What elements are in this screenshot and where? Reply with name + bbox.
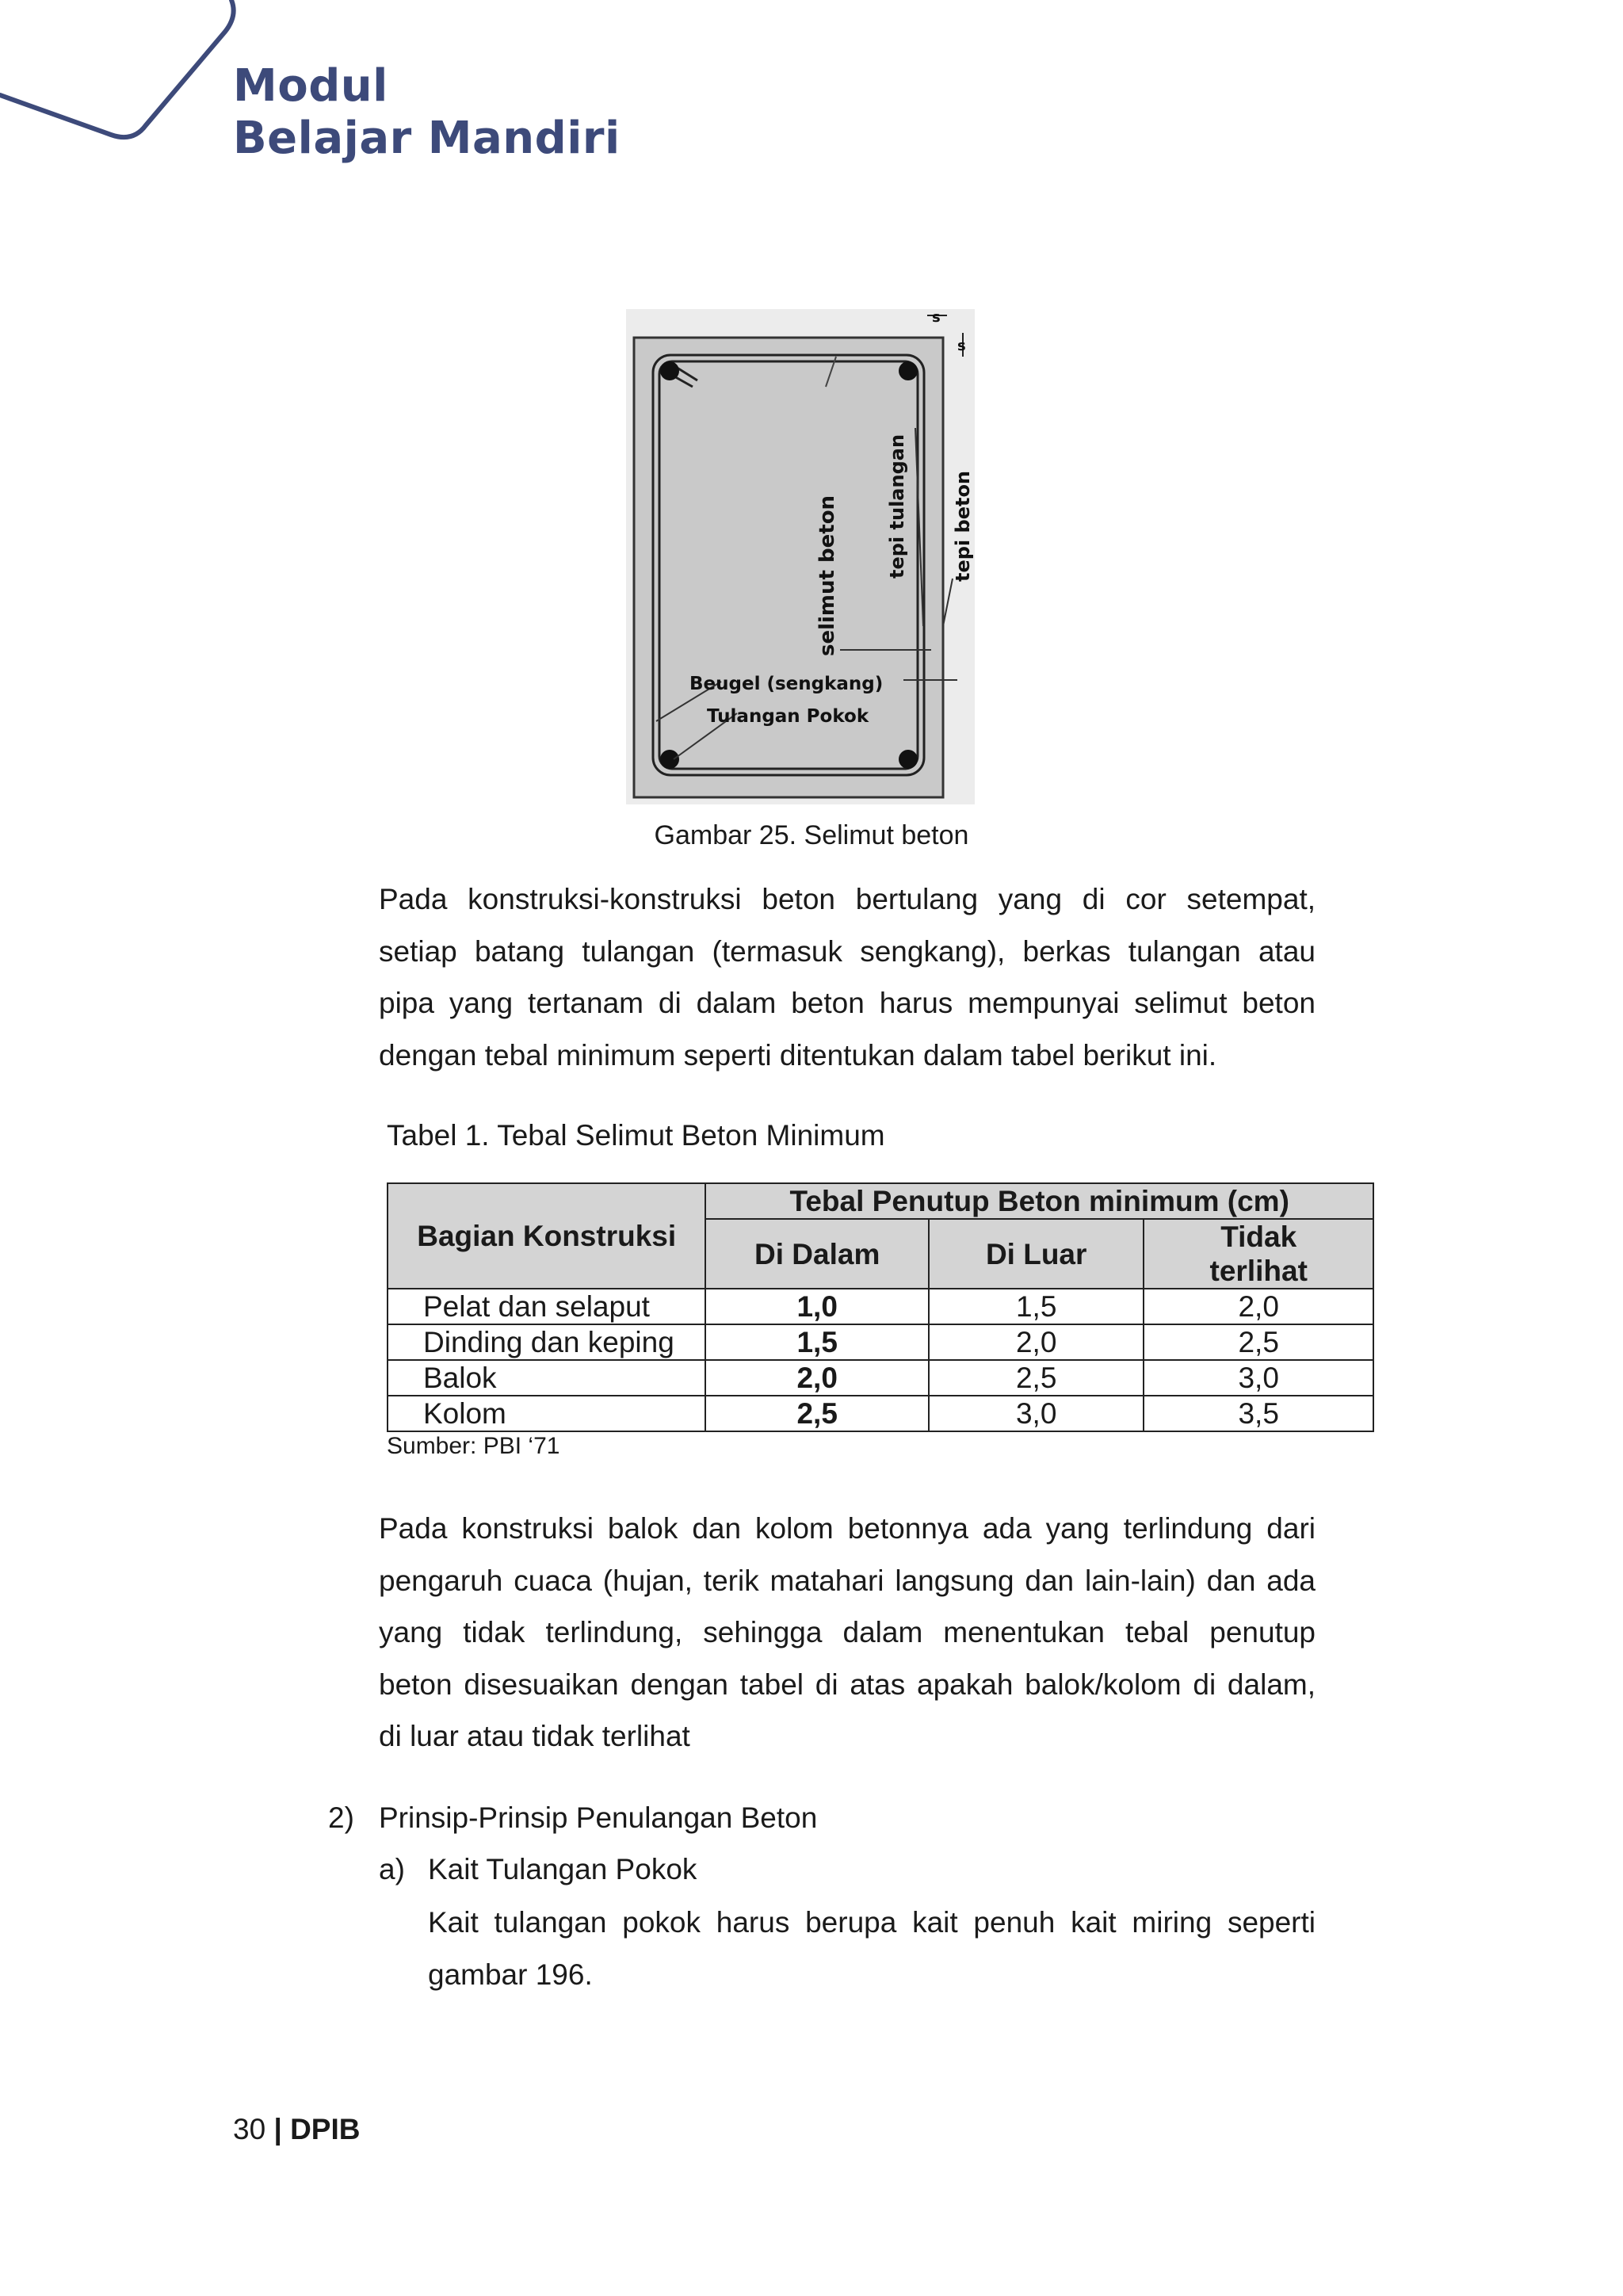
paragraph-line: beton disesuaikan dengan tabel di atas apakah balok/kolom di dalam, [379,1668,1316,1701]
paragraph-line: pengaruh cuaca (hujan, terik matahari langsung dan lain-lain) dan ada [379,1564,1316,1597]
label-tulangan-pokok: Tulangan Pokok [707,706,869,727]
header-di-luar: Di Luar [929,1219,1144,1289]
label-tepi-beton: tepi beton [952,470,974,582]
main-bar-top-right [899,361,918,380]
paragraph-line: Pada konstruksi balok dan kolom betonnya ada yang terlindung dari [379,1512,1316,1545]
footer-separator: | [273,2113,282,2145]
label-tepi-tulangan: tepi tulangan [886,434,908,579]
label-s-top: s [932,309,941,326]
header-curve-decoration [0,0,254,159]
paragraph-line: yang tidak terlindung, sehingga dalam menentukan tebal penutup [379,1616,1316,1648]
table-row: Kolom 2,5 3,0 3,5 [388,1396,1373,1431]
footer-label: DPIB [290,2113,361,2145]
section-number: 2) [328,1801,354,1834]
main-bar-top-left [660,361,679,380]
table-title: Tabel 1. Tebal Selimut Beton Minimum [387,1119,885,1152]
header-tidak-terlihat: Tidak terlihat [1144,1219,1373,1289]
paragraph-line: gambar 196. [428,1958,593,1991]
header-tebal-penutup: Tebal Penutup Beton minimum (cm) [705,1183,1373,1219]
figure-caption: Gambar 25. Selimut beton [654,820,969,850]
concrete-cover-diagram [626,309,983,808]
section-title: Prinsip-Prinsip Penulangan Beton [379,1801,818,1834]
paragraph-line: Kait tulangan pokok harus berupa kait penuh kait miring seperti [428,1906,1316,1939]
main-bar-bottom-right [899,750,918,769]
label-beugel: Beugel (sengkang) [689,674,884,694]
paragraph-line: Pada konstruksi-konstruksi beton bertulang yang di cor setempat, [379,883,1316,915]
table-source: Sumber: PBI ‘71 [387,1433,560,1459]
paragraph-line: pipa yang tertanam di dalam beton harus mempunyai selimut beton [379,987,1316,1019]
table-row: Dinding dan keping 1,5 2,0 2,5 [388,1324,1373,1360]
paragraph-weather [379,1503,1316,1763]
paragraph-intro [379,873,1316,1081]
brand-line-1: Modul [233,60,388,112]
subsection-body [428,1897,1316,2000]
subsection-title: Kait Tulangan Pokok [428,1853,697,1885]
main-bar-bottom-left [660,750,679,769]
paragraph-line: di luar atau tidak terlihat [379,1720,690,1752]
table-row: Pelat dan selaput 1,0 1,5 2,0 [388,1289,1373,1324]
subsection-letter: a) [379,1853,405,1885]
module-brand-title [233,60,621,165]
paragraph-line: dengan tebal minimum seperti ditentukan dalam tabel berikut ini. [379,1038,1217,1072]
header-bagian-konstruksi: Bagian Konstruksi [388,1183,705,1289]
header-di-dalam: Di Dalam [705,1219,929,1289]
label-s-side: s [957,338,966,354]
label-selimut-beton: selimut beton [815,495,839,656]
table-row: Balok 2,0 2,5 3,0 [388,1360,1373,1396]
paragraph-line: setiap batang tulangan (termasuk sengkang), berkas tulangan atau [379,934,1316,968]
page-number: 30 [233,2113,266,2145]
brand-line-2: Belajar Mandiri [233,113,621,164]
page-footer [233,2113,360,2146]
cover-thickness-table [387,1182,1374,1432]
